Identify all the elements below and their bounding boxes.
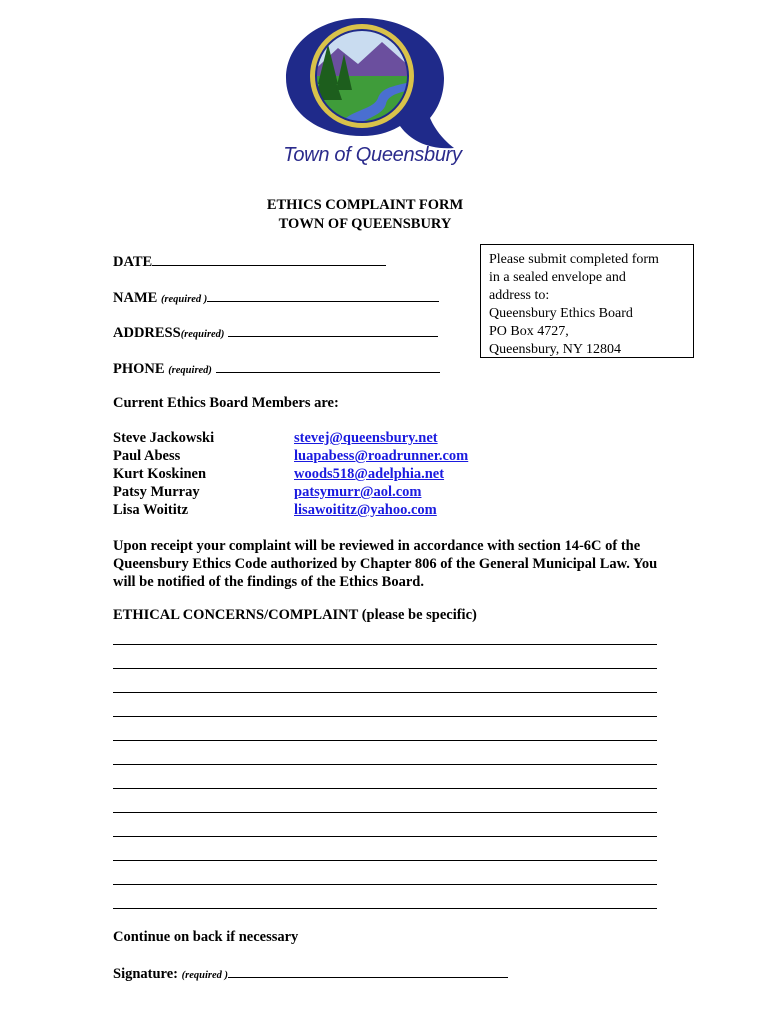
title-line-1: ETHICS COMPLAINT FORM bbox=[266, 197, 464, 213]
complaint-line[interactable] bbox=[113, 764, 657, 765]
signature-label: Signature: bbox=[113, 966, 178, 982]
complaint-line[interactable] bbox=[113, 836, 657, 837]
concerns-label: ETHICAL CONCERNS/COMPLAINT (please be specific) bbox=[113, 607, 477, 623]
member-name: Steve Jackowski bbox=[113, 430, 215, 446]
submit-line: Please submit completed form bbox=[489, 252, 659, 267]
address-field[interactable] bbox=[113, 323, 438, 342]
review-notice: Upon receipt your complaint will be reviewed in accordance with section 14-6C of the Queensbury Ethics Code authorized by Chapter 806 of the General Municipal Law. You will be notified of the findings of the Ethics Board. bbox=[113, 538, 658, 590]
complaint-line[interactable] bbox=[113, 644, 657, 645]
member-email-link[interactable]: luapabess@roadrunner.com bbox=[294, 448, 469, 464]
member-name: Kurt Koskinen bbox=[113, 466, 207, 482]
member-name: Paul Abess bbox=[113, 448, 181, 464]
complaint-line[interactable] bbox=[113, 740, 657, 741]
date-line[interactable] bbox=[152, 252, 386, 266]
name-label: NAME bbox=[113, 290, 158, 306]
complaint-line[interactable] bbox=[113, 908, 657, 909]
complaint-line[interactable] bbox=[113, 884, 657, 885]
complaint-line[interactable] bbox=[113, 668, 657, 669]
address-label: ADDRESS bbox=[113, 325, 181, 341]
complaint-line[interactable] bbox=[113, 860, 657, 861]
page-title bbox=[200, 196, 530, 234]
member-email-link[interactable]: lisawoititz@yahoo.com bbox=[294, 502, 437, 518]
address-required-note: (required) bbox=[180, 329, 225, 340]
signature-line[interactable] bbox=[228, 964, 508, 978]
submit-line: in a sealed envelope and bbox=[489, 270, 626, 285]
address-line[interactable] bbox=[228, 323, 438, 337]
date-field[interactable] bbox=[113, 252, 386, 271]
submission-instructions-box bbox=[480, 244, 694, 358]
date-label: DATE bbox=[113, 254, 153, 270]
logo-text: Town of Queensbury bbox=[283, 144, 462, 166]
signature-required-note: (required ) bbox=[181, 970, 228, 981]
name-field[interactable] bbox=[113, 288, 439, 307]
continue-note: Continue on back if necessary bbox=[113, 929, 299, 945]
member-emails bbox=[294, 429, 468, 519]
submit-line: Queensbury Ethics Board bbox=[489, 306, 633, 321]
member-email-link[interactable]: patsymurr@aol.com bbox=[294, 484, 422, 500]
complaint-line[interactable] bbox=[113, 812, 657, 813]
phone-label: PHONE bbox=[113, 361, 165, 377]
member-names bbox=[113, 429, 214, 519]
complaint-line[interactable] bbox=[113, 692, 657, 693]
phone-line[interactable] bbox=[216, 359, 440, 373]
member-name: Patsy Murray bbox=[113, 484, 200, 500]
member-name: Lisa Woititz bbox=[113, 502, 189, 518]
submit-line: PO Box 4727, bbox=[489, 324, 569, 339]
submit-line: Queensbury, NY 12804 bbox=[489, 342, 621, 357]
complaint-line[interactable] bbox=[113, 716, 657, 717]
phone-field[interactable] bbox=[113, 359, 440, 378]
board-heading: Current Ethics Board Members are: bbox=[113, 395, 339, 411]
member-email-link[interactable]: woods518@adelphia.net bbox=[294, 466, 445, 482]
submit-line: address to: bbox=[489, 288, 550, 303]
member-email-link[interactable]: stevej@queensbury.net bbox=[294, 430, 438, 446]
name-line[interactable] bbox=[207, 288, 439, 302]
signature-field[interactable] bbox=[113, 964, 508, 983]
name-required-note: (required ) bbox=[160, 294, 208, 305]
phone-required-note: (required) bbox=[168, 365, 212, 376]
complaint-line[interactable] bbox=[113, 788, 657, 789]
title-line-2: TOWN OF QUEENSBURY bbox=[278, 216, 452, 232]
